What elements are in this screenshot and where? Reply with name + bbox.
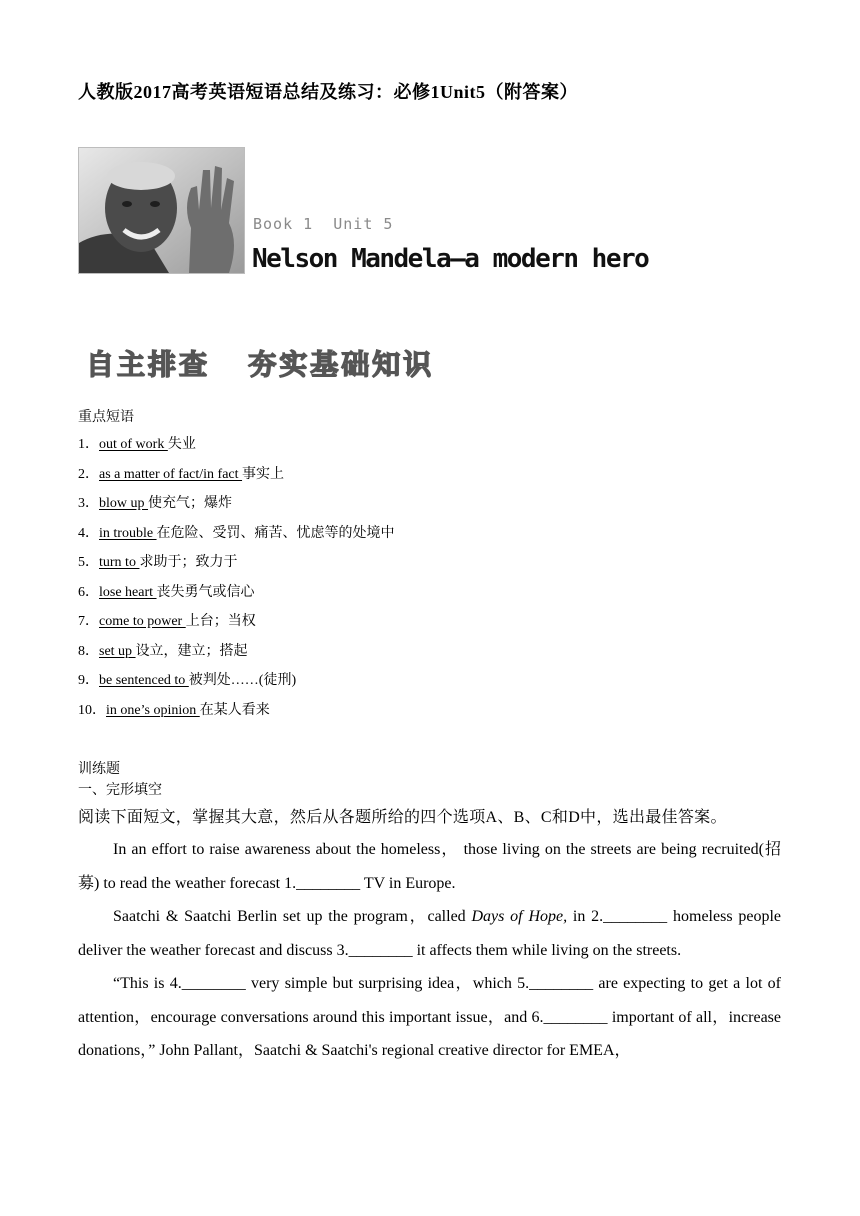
list-item: 10．in one’s opinion 在某人看来	[78, 702, 270, 718]
list-item: 2．as a matter of fact/in fact 事实上	[78, 466, 285, 482]
mandela-photo	[78, 147, 245, 274]
book-unit-label: Book 1 Unit 5	[253, 215, 394, 233]
key-phrases-list	[78, 436, 395, 731]
list-item: 6．lose heart 丧失勇气或信心	[78, 584, 255, 600]
list-item: 3．blow up 使充气；爆炸	[78, 496, 232, 511]
key-phrases-heading: 重点短语	[78, 409, 134, 425]
practice-heading: 训练题	[78, 762, 120, 777]
list-item: 1．out of work 失业	[78, 437, 196, 452]
list-item: 8．set up 设立，建立；搭起	[78, 643, 248, 659]
section-banner: 自主排查 夯实基础知识	[86, 348, 435, 381]
list-item: 9．be sentenced to 被判处……(徒刑)	[78, 673, 297, 688]
passage-paragraph-1: In an effort to raise awareness about the homeless， those living on the streets are being recruited(招募) to read the weather forecast 1.________ TV in Europe.	[78, 841, 781, 892]
portrait-image	[79, 148, 244, 273]
cloze-instructions: 阅读下面短文，掌握其大意，然后从各题所给的四个选项A、B、C和D中，选出最佳答案。	[78, 809, 727, 826]
passage-paragraph-2: Saatchi & Saatchi Berlin set up the program，called Days of Hope, in 2.________ homeless people deliver the weather forecast and discuss 3.________ it affects them while living on the streets.	[78, 908, 782, 959]
passage-paragraph-3: “This is 4.________ very simple but surprising idea，which 5.________ are expecting to get a lot of attention，encourage conversations around this important issue，and 6.________ important of all，increase donations，” John Pallant，Saatchi & Saatchi's regional creative director for EMEA，	[78, 975, 781, 1059]
unit-title: Nelson Mandela—a modern hero	[252, 244, 649, 274]
cloze-passage	[78, 833, 781, 1068]
list-item: 7．come to power 上台；当权	[78, 614, 256, 629]
document-title: 人教版2017高考英语短语总结及练习：必修1Unit5（附答案）	[78, 82, 579, 102]
list-item: 5．turn to 求助于；致力于	[78, 555, 238, 570]
list-item: 4．in trouble 在危险、受罚、痛苦、忧虑等的处境中	[78, 525, 395, 541]
cloze-section-heading: 一、完形填空	[78, 783, 162, 798]
